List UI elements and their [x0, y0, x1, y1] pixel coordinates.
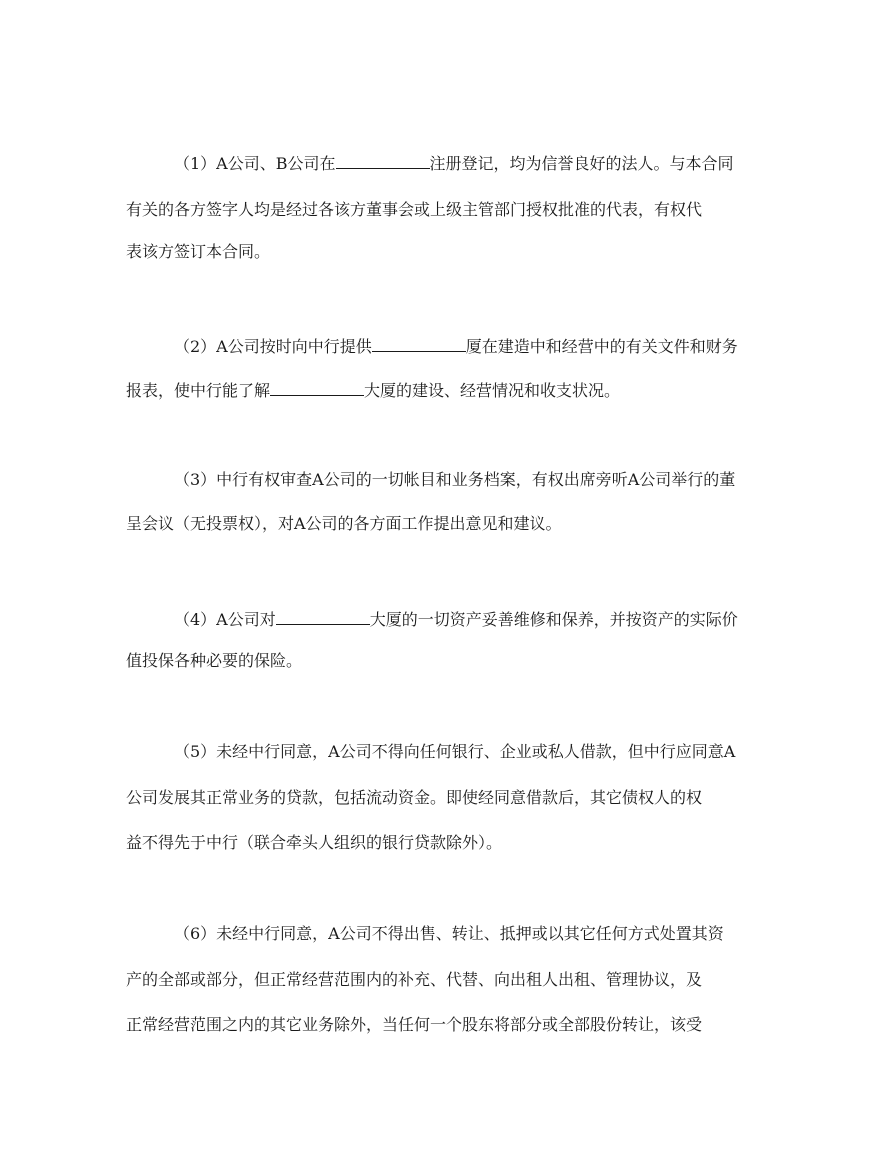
- clause-2-line-1: [174, 334, 738, 354]
- clause-5-line-1: [174, 742, 735, 762]
- text-segment: （5）未经中行同意，A公司不得向任何银行、企业或私人借款，但中行应同意A: [174, 742, 736, 761]
- fill-in-blank[interactable]: [372, 334, 466, 352]
- clause-3-line-2: [126, 514, 562, 534]
- text-segment: 公司发展其正常业务的贷款，包括流动资金。即使经同意借款后，其它债权人的权: [126, 788, 703, 807]
- text-segment: 厦在建造中和经营中的有关文件和财务: [465, 337, 738, 356]
- text-segment: 大厦的建设、经营情况和收支状况。: [364, 381, 621, 400]
- clause-1-line-2: [126, 200, 702, 220]
- text-segment: 注册登记，均为信誉良好的法人。与本合同: [429, 154, 734, 173]
- text-segment: 呈会议（无投票权），对A公司的各方面工作提出意见和建议。: [126, 514, 562, 533]
- text-segment: 报表，使中行能了解: [126, 381, 271, 400]
- fill-in-blank[interactable]: [270, 378, 364, 396]
- clause-4-line-1: [174, 607, 738, 627]
- clause-1-line-3: [126, 242, 270, 262]
- text-segment: （3）中行有权审查A公司的一切帐目和业务档案，有权出席旁听A公司举行的董: [174, 470, 736, 489]
- text-segment: 大厦的一切资产妥善维修和保养，并按资产的实际价: [369, 610, 738, 629]
- text-segment: 正常经营范围之内的其它业务除外，当任何一个股东将部分或全部股份转让，该受: [126, 1015, 703, 1034]
- text-segment: 有关的各方签字人均是经过各该方董事会或上级主管部门授权批准的代表，有权代: [126, 200, 703, 219]
- text-segment: 产的全部或部分，但正常经营范围内的补充、代替、向出租人出租、管理协议，及: [126, 970, 703, 989]
- clause-6-line-1: [174, 924, 724, 944]
- clause-4-line-2: [126, 651, 302, 671]
- text-segment: 益不得先于中行（联合牵头人组织的银行贷款除外）。: [126, 833, 503, 852]
- fill-in-blank[interactable]: [336, 151, 430, 169]
- text-segment: 表该方签订本合同。: [126, 242, 271, 261]
- clause-2-line-2: [126, 378, 620, 398]
- clause-3-line-1: [174, 470, 735, 490]
- text-segment: （2）A公司按时向中行提供: [174, 337, 372, 356]
- clause-5-line-3: [126, 833, 502, 853]
- clause-6-line-2: [126, 970, 702, 990]
- clause-5-line-2: [126, 788, 702, 808]
- text-segment: 值投保各种必要的保险。: [126, 651, 303, 670]
- clause-1-line-1: [174, 151, 734, 171]
- text-segment: （6）未经中行同意，A公司不得出售、转让、抵押或以其它任何方式处置其资: [174, 924, 724, 943]
- clause-6-line-3: [126, 1015, 702, 1035]
- fill-in-blank[interactable]: [276, 607, 370, 625]
- text-segment: （1）A公司、B公司在: [174, 154, 336, 173]
- text-segment: （4）A公司对: [174, 610, 276, 629]
